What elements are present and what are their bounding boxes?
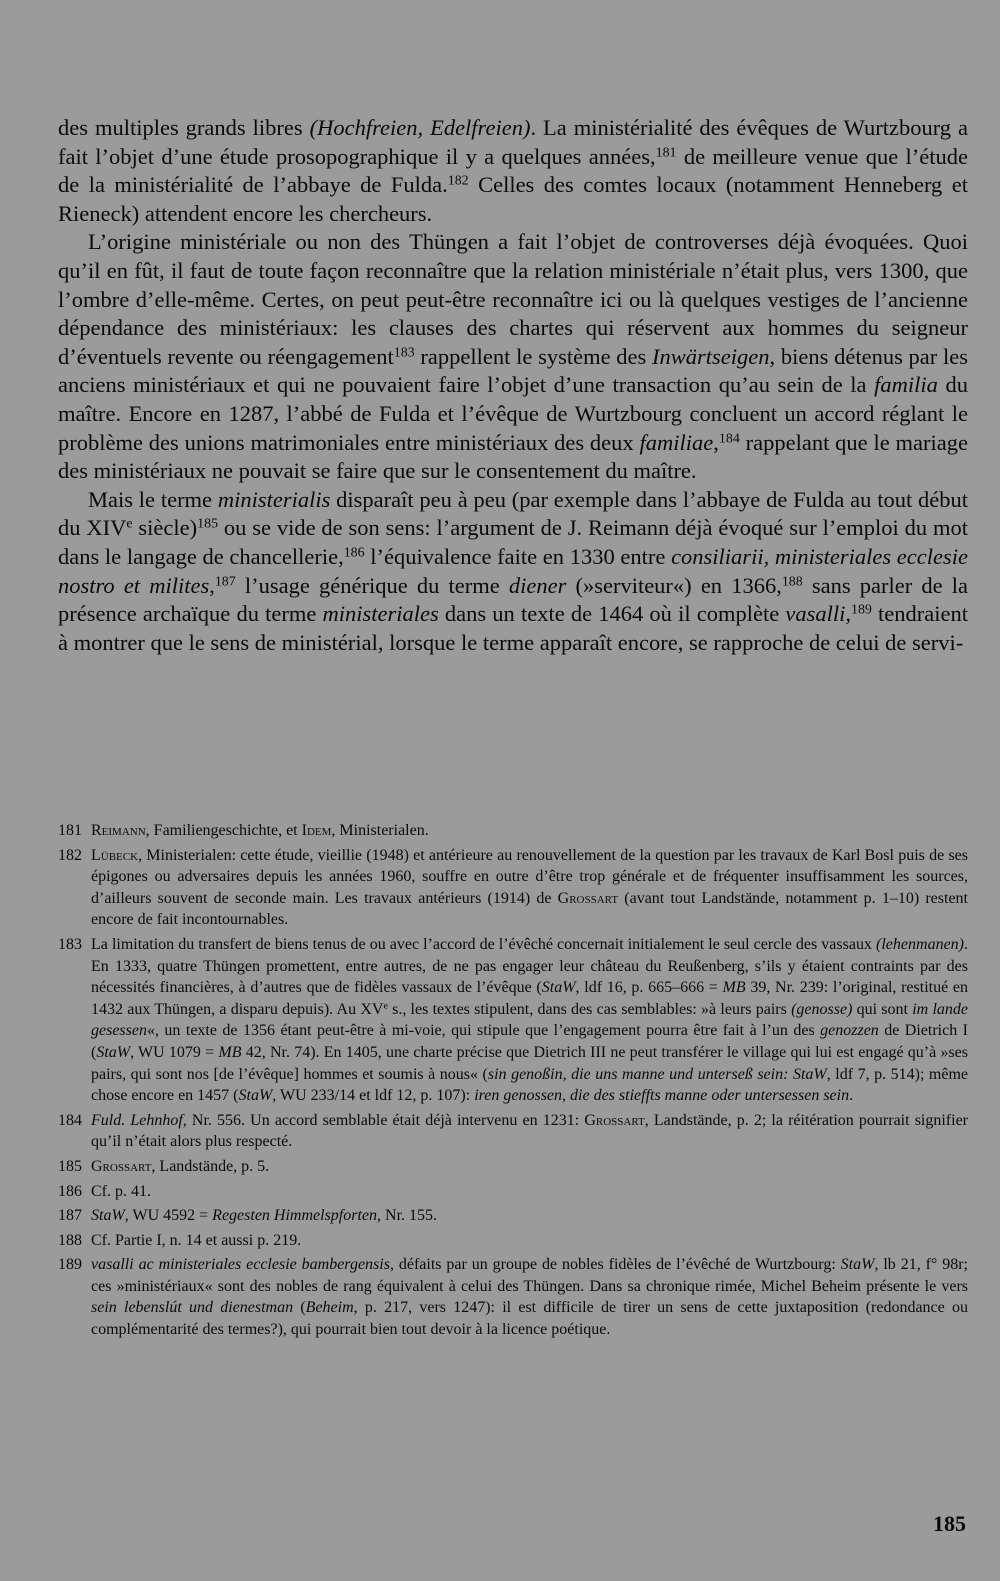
paragraph: Mais le terme ministerialis disparaît peu à peu (par exemple dans l’abbaye de Fulda au tout début du XIVe siècle)$^{185}$ ou se vide de son sens: l’argument de J. Reimann déjà évoqué sur l’emploi du mot dans le langage de chancellerie,$^{186}$ l’équivalence faite en 1330 entre consiliarii, ministeriales ecclesie nostro et milites,$^{187}$ l’usage générique du terme diener (»serviteur«) en 1366,$^{188}$ sans parler de la présence archaïque du terme ministeriales dans un texte de 1464 où il complète vasalli,$^{189}$ tendraient à montrer que le sens de ministérial, lorsque le terme apparaît encore, se rapproche de celui de servi- xyxy=(58,486,969,655)
footnote xyxy=(58,1205,968,1227)
footnote-number: 187 xyxy=(58,1207,82,1225)
footnote xyxy=(58,1110,968,1153)
page-number: 185 xyxy=(933,1511,966,1536)
footnote-number: 183 xyxy=(58,935,82,953)
footnote-text: Cf. p. 41. xyxy=(91,1182,151,1200)
paragraph: L’origine ministériale ou non des Thüngen a fait l’objet de controverses déjà évoquées. Quoi qu’il en fût, il faut de toute façon reconnaître que la relation ministériale n’était plus, vers 1300, que l’ombre d’elle-même. Certes, on peut peut-être reconnaître ici ou là quelques vestiges de l’ancienne dépendance des ministériaux: les clauses des chartes qui réservent aux hommes du seigneur d’éventuels revente ou réengagement$^{183}$ rappellent le système des Inwärtseigen, biens détenus par les anciens ministériaux et qui ne pouvaient faire l’objet d’une transaction qu’au sein de la familia du maître. Encore en 1287, l’abbé de Fulda et l’évêque de Wurtzbourg concluent un accord réglant le problème des unions matrimoniales entre ministériaux des deux familiae,$^{184}$ rappelant que le mariage des ministériaux ne pouvait se faire que sur le consentement du maître. xyxy=(58,229,969,484)
footnote-text: StaW, WU 4592 = Regesten Himmelspforten, Nr. 155. xyxy=(91,1207,438,1225)
footnote-text: La limitation du transfert de biens tenus de ou avec l’accord de l’évêché concernait initialement le seul cercle des vassaux (lehenmanen). En 1333, quatre Thüngen promettent, entre autres, de ne pas engager leur château du Reußenberg, s’ils y étaient contraints par des nécessités financières, à d’autres que de fidèles vassaux de l’évêque (StaW, ldf 16, p. 665–666 = MB 39, Nr. 239: l’original, restitué en 1432 aux Thüngen, a disparu depuis). Au XVe s., les textes stipulent, dans des cas semblables: »à leurs pairs (genosse) qui sont im lande gesessen«, un texte de 1356 étant peut-être à mi-voie, qui stipule que l’engagement pourra être fait à l’un des genozzen de Dietrich I (StaW, WU 1079 = MB 42, Nr. 74). En 1405, une charte précise que Dietrich III ne peut transférer le village qui lui est engagé qu’à »ses pairs, qui sont nos [de l’évêque] hommes et soumis à nous« (sin genoßin, die uns manne und unterseß sein: StaW, ldf 7, p. 514); même chose encore en 1457 (StaW, WU 233/14 et ldf 12, p. 107): iren genossen, die des stieffts manne oder untersessen sein. xyxy=(91,935,969,1105)
footnote xyxy=(58,934,968,1107)
footnote-number: 189 xyxy=(58,1256,82,1274)
footnotes xyxy=(58,820,968,1344)
footnote-number: 184 xyxy=(58,1111,82,1129)
paragraph: des multiples grands libres (Hochfreien, Edelfreien). La ministérialité des évêques de Wurtzbourg a fait l’objet d’une étude prosopographique il y a quelques années,$^{181}$ de meilleure venue que l’étude de la ministérialité de l’abbaye de Fulda.$^{182}$ Celles des comtes locaux (notamment Henneberg et Rieneck) attendent encore les chercheurs. xyxy=(58,115,969,226)
footnote-text: Grossart, Landstände, p. 5. xyxy=(91,1157,270,1175)
footnote-text: Reimann, Familiengeschichte, et Idem, Ministerialen. xyxy=(91,822,429,839)
footnote-text: vasalli ac ministeriales ecclesie bambergensis, défaits par un groupe de nobles fidèles de l’évêché de Wurtzbourg: StaW, lb 21, f° 98r; ces »ministériaux« sont des nobles de rang équivalent à celui des Thüngen. Dans sa chronique rimée, Michel Beheim présente le vers sein lebenslút und dienestman (Beheim, p. 217, vers 1247): il est difficile de tirer un sens de cette juxtaposition (redondance ou complémentarité des termes?), qui pourrait bien tout devoir à la licence poétique. xyxy=(91,1256,968,1339)
footnote xyxy=(58,845,968,931)
footnote xyxy=(58,1254,968,1340)
footnote-number: 181 xyxy=(58,822,82,839)
footnote-number: 182 xyxy=(58,846,82,864)
footnote xyxy=(58,1181,968,1203)
footnote xyxy=(58,1230,968,1252)
footnote-text: Fuld. Lehnhof, Nr. 556. Un accord semblable était déjà intervenu en 1231: Grossart, Landstände, p. 2; la réitération pourrait signifier qu’il n’était alors plus respecté. xyxy=(91,1111,969,1151)
footnote-number: 188 xyxy=(58,1231,82,1249)
footnote-number: 186 xyxy=(58,1182,82,1200)
footnote-number: 185 xyxy=(58,1157,82,1175)
body-text xyxy=(58,114,968,657)
footnote-text: Lübeck, Ministerialen: cette étude, vieillie (1948) et antérieure au renouvellement de la question par les travaux de Karl Bosl puis de ses épigones ou adversaires depuis les années 1960, souffre en outre d’être trop générale et de fréquenter insuffisamment les sources, d’ailleurs souvent de seconde main. Les travaux antérieurs (1914) de Grossart (avant tout Landstände, notamment p. 1–10) restent encore de fait incontournables. xyxy=(91,846,969,929)
footnote xyxy=(58,820,968,842)
footnote xyxy=(58,1156,968,1178)
footnote-text: Cf. Partie I, n. 14 et aussi p. 219. xyxy=(91,1231,302,1249)
